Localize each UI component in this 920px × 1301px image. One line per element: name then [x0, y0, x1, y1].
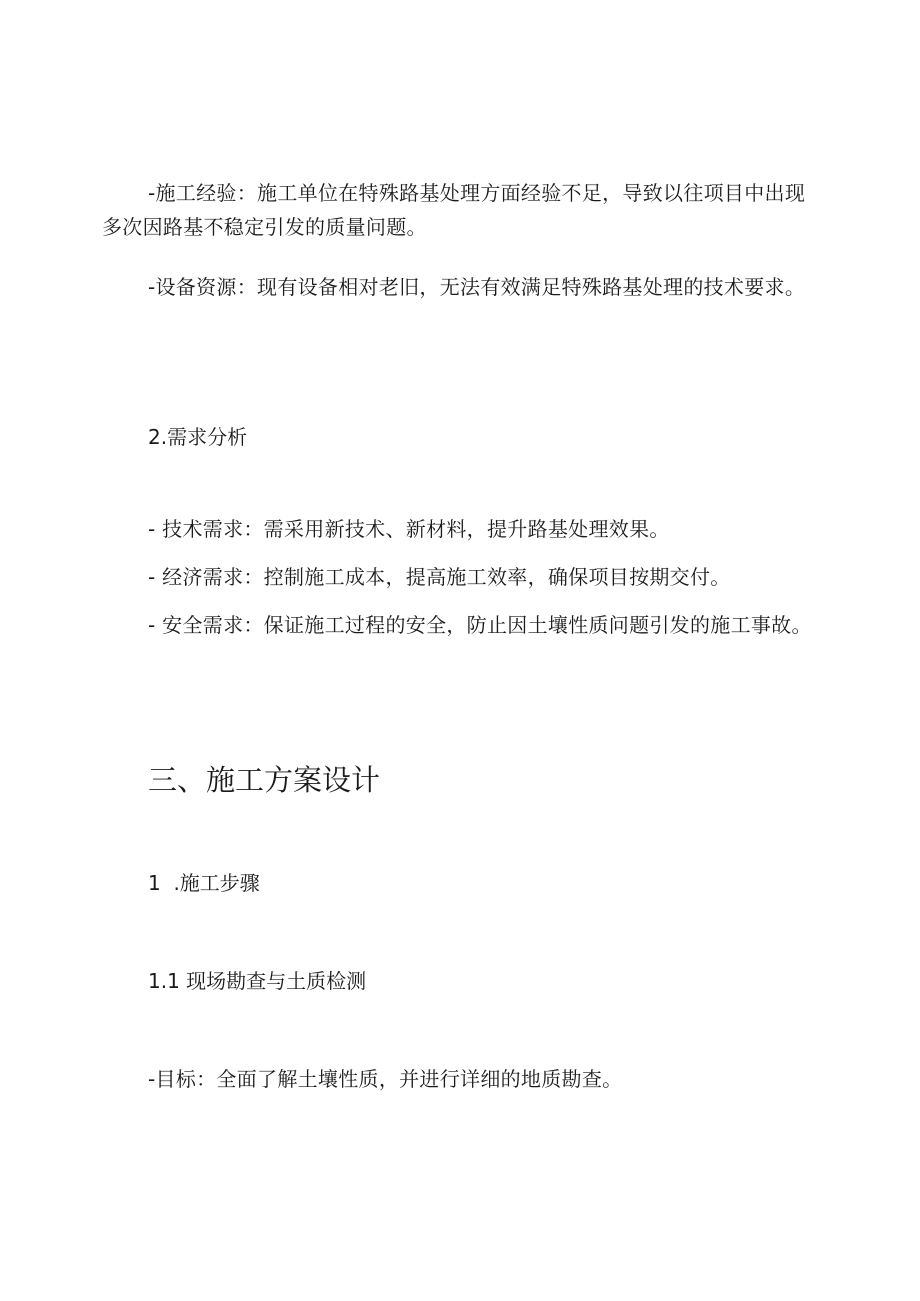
paragraph-economic-demand: - 经济需求：控制施工成本，提高施工效率，确保项目按期交付。	[148, 565, 731, 589]
heading-demand-analysis: 2.需求分析	[148, 425, 248, 449]
paragraph-construction-experience: -施工经验：施工单位在特殊路基处理方面经验不足，导致以往项目中出现多次因路基不稳定引发的质量问题。	[102, 181, 806, 239]
paragraph-equipment-resources: -设备资源：现有设备相对老旧，无法有效满足特殊路基处理的技术要求。	[148, 275, 806, 299]
paragraph-objective: -目标：全面了解土壤性质，并进行详细的地质勘查。	[148, 1067, 623, 1091]
paragraph-tech-demand: - 技术需求：需采用新技术、新材料，提升路基处理效果。	[148, 517, 670, 541]
paragraph-safety-demand: - 安全需求：保证施工过程的安全，防止因土壤性质问题引发的施工事故。	[148, 613, 812, 637]
section-title-construction-plan: 三、施工方案设计	[148, 763, 381, 797]
heading-site-survey: 1.1 现场勘查与土质检测	[148, 969, 367, 993]
heading-construction-steps: 1 .施工步骤	[148, 871, 260, 895]
